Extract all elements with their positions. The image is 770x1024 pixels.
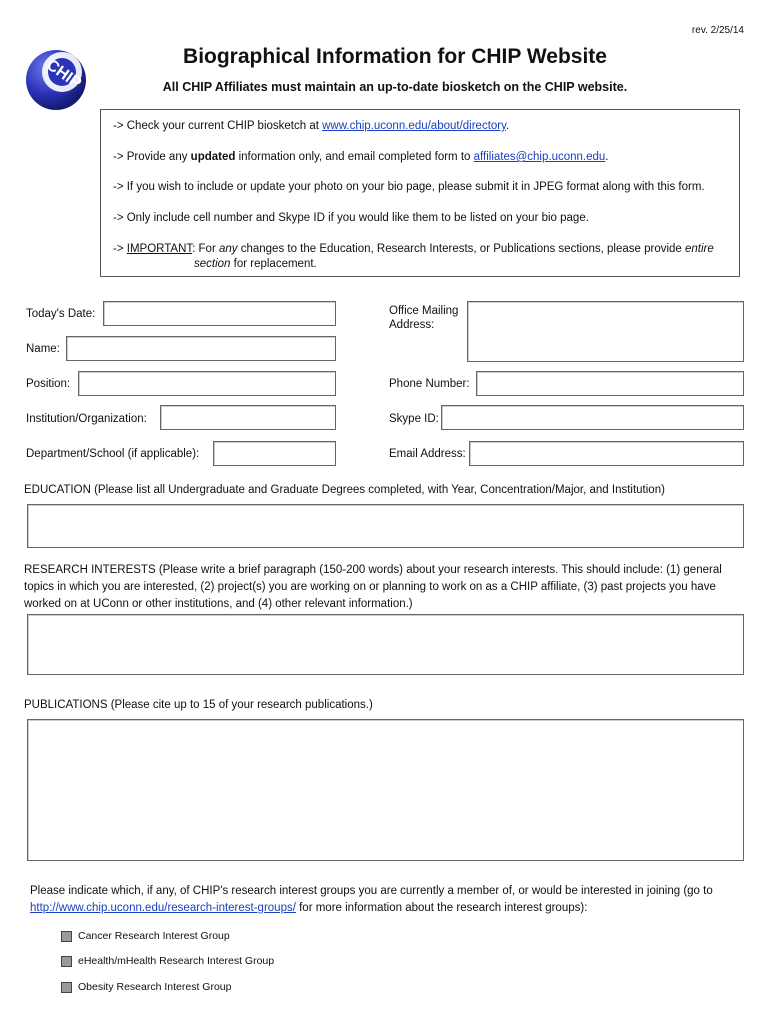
- position-field[interactable]: [78, 371, 336, 396]
- department-label: Department/School (if applicable):: [26, 448, 200, 460]
- office-mailing-label: Office Mailing Address:: [389, 305, 459, 331]
- instruction-1: -> Check your current CHIP biosketch at www.chip.uconn.edu/about/directory.: [113, 120, 510, 132]
- instructions-box: [100, 109, 740, 277]
- email-label: Email Address:: [389, 448, 466, 460]
- position-label: Position:: [26, 378, 71, 390]
- svg-text:CHIP: CHIP: [43, 56, 85, 93]
- phone-field[interactable]: [476, 371, 744, 396]
- instruction-5: -> IMPORTANT: For any changes to the Education, Research Interests, or Publications sections, please provide entire: [113, 243, 714, 255]
- institution-label: Institution/Organization:: [26, 413, 147, 425]
- groups-link[interactable]: http://www.chip.uconn.edu/research-interest-groups/: [30, 902, 296, 914]
- revision-date: rev. 2/25/14: [691, 25, 744, 36]
- publications-label: PUBLICATIONS (Please cite up to 15 of your research publications.): [24, 699, 373, 711]
- instruction-4: -> Only include cell number and Skype ID if you would like them to be listed on your bio page.: [113, 212, 589, 224]
- research-interests-label: RESEARCH INTERESTS (Please write a brief paragraph (150-200 words) about your research interests. This should include: (1) general topics in which you are interested, (2) project(s) you are working on or planning to work on as a CHIP affiliate, (3) past projects you have worked on at UConn or other institutions, and (4) other relevant information.): [24, 564, 722, 610]
- email-link[interactable]: affiliates@chip.uconn.edu: [473, 151, 606, 163]
- department-field[interactable]: [213, 441, 336, 466]
- email-field[interactable]: [469, 441, 744, 466]
- directory-link[interactable]: www.chip.uconn.edu/about/directory: [322, 120, 507, 132]
- research-interests-field[interactable]: [27, 614, 744, 675]
- skype-field[interactable]: [441, 405, 744, 430]
- publications-field[interactable]: [27, 719, 744, 861]
- institution-field[interactable]: [160, 405, 336, 430]
- page-title: Biographical Information for CHIP Website: [183, 45, 607, 68]
- todays-date-label: Today's Date:: [26, 308, 96, 320]
- group-option-obesity[interactable]: Obesity Research Interest Group: [61, 981, 232, 993]
- checkbox[interactable]: [61, 956, 72, 967]
- instruction-2: -> Provide any updated information only, and email completed form to affiliates@chip.uconn.edu.: [113, 151, 609, 163]
- instruction-6: section for replacement.: [194, 258, 317, 270]
- checkbox[interactable]: [61, 931, 72, 942]
- office-address-field[interactable]: [467, 301, 744, 362]
- page-subtitle: All CHIP Affiliates must maintain an up-to-date biosketch on the CHIP website.: [162, 80, 628, 94]
- group-option-cancer[interactable]: Cancer Research Interest Group: [61, 930, 230, 942]
- instruction-3: -> If you wish to include or update your photo on your bio page, please submit it in JPEG format along with this form.: [113, 181, 705, 193]
- groups-prompt: Please indicate which, if any, of CHIP's research interest groups you are currently a member of, or would be interested in joining (go to http://www.chip.uconn.edu/research-interest-groups/ for more information about the research interest groups):: [30, 885, 713, 914]
- phone-label: Phone Number:: [389, 378, 470, 390]
- todays-date-field[interactable]: [103, 301, 336, 326]
- group-option-ehealth[interactable]: eHealth/mHealth Research Interest Group: [61, 955, 274, 967]
- checkbox[interactable]: [61, 982, 72, 993]
- name-label: Name:: [26, 343, 60, 355]
- education-label: EDUCATION (Please list all Undergraduate and Graduate Degrees completed, with Year, Concentration/Major, and Institution): [24, 484, 665, 496]
- education-field[interactable]: [27, 504, 744, 548]
- name-field[interactable]: [66, 336, 336, 361]
- skype-label: Skype ID:: [389, 413, 439, 425]
